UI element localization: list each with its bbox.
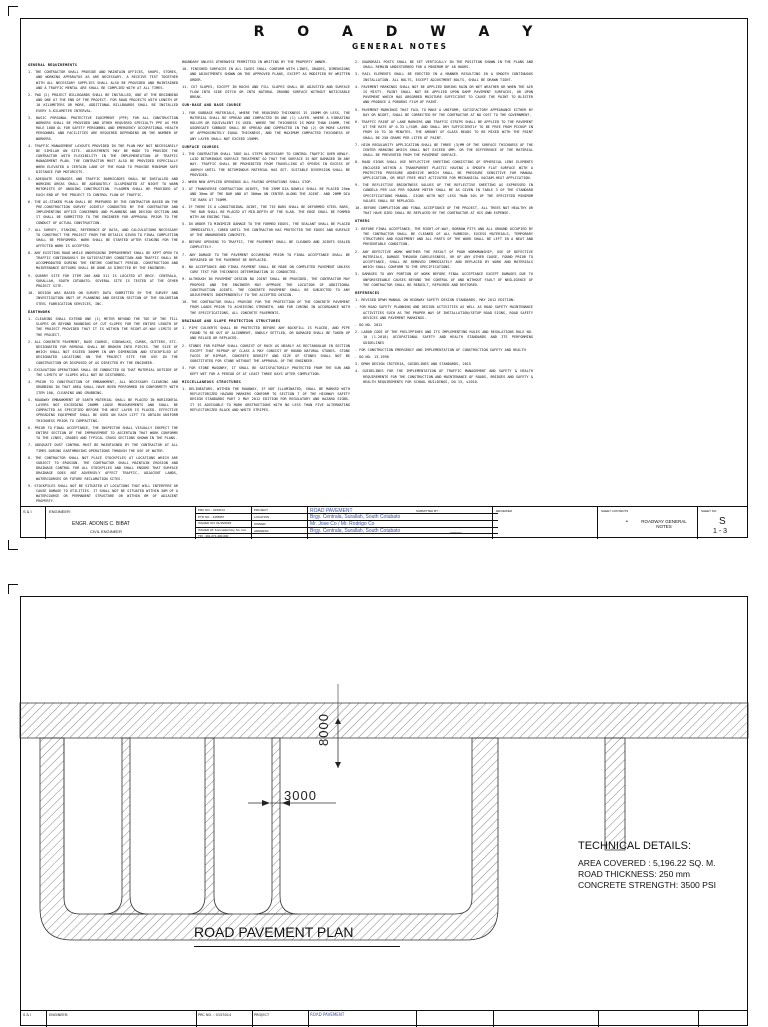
- note-item: 6. PRIOR TO FINAL ACCEPTANCE, THE INSPECTOR SHALL VISUALLY INSPECT THE ENTIRE SECTION OF THE IMPROVEMENT TO ASCERTAIN THAT WORK CONFORMS TO THE LINES, GRADES AND TYPICAL CROSS SECTIONS SHOWN IN THE PLANS.: [28, 425, 178, 441]
- note-item: 1. PIPE CULVERTS SHALL BE PROTECTED BEFORE ANY BACKFILL IS PLACED, AND PIPE FOUND TO BE OUT OF ALIGNMENT, UNDULY SETTLED, OR DAMAGED SHALL BE TAKEN UP AND RELAID OR REPLACED.: [182, 325, 350, 341]
- note-item: - FOR CONSTRUCTION EMERGENCY AND IMPLEMENTATION OF CONSTRUCTION SAFETY AND HEALTH: [355, 347, 526, 352]
- tb-project-label: PROJECT: [254, 508, 269, 512]
- tech-strength: CONCRETE STRENGTH: 3500 PSI: [578, 880, 717, 890]
- tb-sheetno-range: 1 - 3: [713, 528, 728, 535]
- notes-section-heading: EARTHWORK: [28, 309, 51, 314]
- tb-address-value: Brgy. Centrala, Surallah, South Cotabato: [310, 528, 401, 534]
- tb2-project-label: PROJECT: [254, 1013, 270, 1017]
- notes-column-2: [182, 60, 350, 500]
- note-item: 3. RAIL ELEMENTS SHALL BE ERECTED IN A MANNER RESULTING IN A SMOOTH CONTINUOUS INSTALLATION. ALL BOLTS, EXCEPT ADJUSTMENT BOLTS, SHALL BE DRAWN TIGHT.: [355, 72, 533, 82]
- notes-column-1: [28, 60, 178, 504]
- note-item: 2. ALL CONCRETE PAVEMENT, BASE COURSE, SIDEWALKS, CURBS, GUTTERS, ETC. DESIGNATED FOR REMOVAL SHALL BE BROKEN INTO PIECES. THE SIZE OF WHICH SHALL NOT EXCEED 300MM IN ANY DIMENSION AND STOCKPILED AT DESIGNATED LOCATIONS ON THE PROJECT SITE FOR USE IN THE CONSTRUCTION OR DISPOSED OF AS DIRECTED BY THE ENGINEER.: [28, 339, 178, 365]
- tb-contents-value: ROADWAY GENERAL NOTES: [641, 519, 687, 529]
- note-item: 3. AT TRANSVERSE CONTRACTION JOINTS, THE 25MM DIA DOWELS SHALL BE PLACED 25mm AND 30mm OF THE BAR AND AT 300mm ON CENTER ALONG THE JOINT. AND 28MM DIA TIE BARS AT 750MM.: [182, 187, 350, 202]
- note-item: 1. THE CONTRACTOR SHALL PROVIDE AND MAINTAIN OFFICES, SHOPS, STORES, AND WORKING APPARATUS AS ARE NECESSARY. A RECEIVE TEST TOGETHER WITH ALL NECESSARY SUPPLIES SHALL ALSO BE PROVIDED AND MAINTAINED AND A TRAFFIC MENTAL ARE SHALL BE COMPLIED WITH AT ALL TIMES.: [28, 70, 178, 90]
- notes-section-heading: SUB-BASE AND BASE COURSE: [182, 103, 242, 108]
- sheet-title: R O A D W A Y: [253, 24, 547, 40]
- tb-project-value: ROAD PAVEMENT: [310, 508, 353, 514]
- note-item: 5. PAVEMENT MARKINGS THAT FAIL TO MAKE A UNIFORM, SATISFACTORY APPEARANCE EITHER BY DAY OR NIGHT, SHALL BE CORRECTED BY THE CONTRACTOR AT NO COST TO THE GOVERNMENT.: [355, 107, 533, 117]
- plan-title-underline: [194, 946, 400, 947]
- note-item: 10. FINISHED SURFACES IN ALL CASES SHALL CONFORM WITH LINES, GRADES, DIMENSIONS AND ADJUSTMENTS SHOWN ON THE APPROVED PLANS, EXCEPT AS MODIFIED BY WRITTEN ORDER.: [182, 67, 350, 82]
- note-item: 4. GUIDELINES FOR THE IMPLEMENTATION OF TRAFFIC MANAGEMENT AND SAFETY & HEALTH REQUIREMENTS FOR THE CONSTRUCTION AND MAINTENANCE OF ROADS, BRIDGES AND SAFETY & HEALTH REQUIREMENTS FOR SCHOOL BUILDINGS, DO 13, s2010.: [355, 369, 533, 384]
- note-item: 2. TWO (2) PROJECT BILLBOARDS SHALL BE INSTALLED, ONE AT THE BEGINNING AND ONE AT THE END OF THE PROJECT. FOR ROAD PROJECTS WITH LENGTH OF 10 KILOMETERS OR MORE, ADDITIONAL BILLBOARDS SHALL BE INSTALLED EVERY 5-KILOMETER INTERVAL.: [28, 93, 178, 113]
- tb2-engineer-label: ENGINEER:: [49, 1013, 69, 1017]
- title-block: [20, 506, 748, 538]
- road-pavement-plan-sheet: [0, 578, 768, 1024]
- dim-vertical-label: 8000: [316, 713, 331, 746]
- note-item: BOUNDARY UNLESS OTHERWISE PERMITTED IN WRITING BY THE PROPERTY OWNER.: [182, 60, 328, 64]
- note-item: 1. BEFORE FINAL ACCEPTANCE, THE RIGHT-OF-WAY, BORROW PITS AND ALL GROUND OCCUPIED BY THE CONTRACTOR SHALL BE CLEANED OF ALL RUBBISH, EXCESS MATERIALS, TEMPORARY STRUCTURES AND EQUIPMENT AND ALL PARTS OF THE WORK SHALL BE LEFT IN A NEAT AND PRESENTABLE CONDITION.: [355, 226, 533, 247]
- notes-section-heading: SURFACE COURSES: [182, 144, 219, 149]
- note-item: 10. BEFORE COMPLETION AND FINAL ACCEPTANCE OF THE PROJECT, ALL TREES NOT HEALTHY OR THAT HAVE DIED SHALL BE REPLACED BY THE CONTRACTOR AT HIS OWN EXPENSE.: [355, 206, 533, 216]
- note-item: 6. THE AS-STAKED PLAN SHALL BE PREPARED BY THE CONTRACTOR BASED ON THE PRE-CONSTRUCTION SURVEY JOINTLY CONDUCTED BY THE CONTRACTOR AND IMPLEMENTING OFFICE CONCERNED AND PLANNING AND DESIGN SECTION AND IT SHALL BE SUBMITTED TO THE ENGINEER FOR APPROVAL PRIOR TO THE CONDUCT OF ACTUAL CONSTRUCTION.: [28, 199, 178, 225]
- title-block-partial: [20, 1010, 748, 1026]
- tb-issued-at: ISSUED AT: Koronadal City, So. Cot.: [198, 528, 247, 532]
- note-item: 5. ROADWAY EMBANKMENT OF EARTH MATERIAL SHALL BE PLACED IN HORIZONTAL LAYERS NOT EXCEEDING 200MM LOOSE MEASUREMENTS AND SHALL BE COMPACTED AS SPECIFIED BEFORE THE NEXT LAYER IS PLACED. EFFECTIVE SPREADING EQUIPMENT SHALL BE USED ON EACH LIFT TO OBTAIN UNIFORM THICKNESS PRIOR TO COMPACTING.: [28, 397, 178, 423]
- note-item: 5. ADEQUATE SIGNAGES AND TRAFFIC BARRICADES SHALL BE INSTALLED AND WORKING AREAS SHALL BE ADEQUATELY ILLUMINATED AT NIGHT TO WARN MOTORISTS OF ONGOING CONSTRUCTION. FLAGMEN SHALL BE PROVIDED AT EACH END OF THE PROJECT TO CONTROL FLOW OF TRAFFIC.: [28, 177, 178, 197]
- note-item: 3. FOR STONE MASONRY, IT SHALL BE SATISFACTORILY PROTECTED FROM THE SUN AND KEPT WET FOR A PERIOD OF AT LEAST THREE DAYS AFTER COMPLETION.: [182, 366, 350, 376]
- tb-engineer-label: ENGINEER:: [49, 509, 72, 514]
- sheet-subtitle: GENERAL NOTES: [352, 42, 448, 51]
- note-item: 7. HIGH REGULARITY APPLICATION SHALL BE THREE (3)MM OF THE SURFACE THICKNESS OF THE CENTER MARKING WHICH SHALL NOT EXCEED 4MM. OR THE DIFFERENCE OF THE MATERIAL SHALL BE PREVENTED FROM THE PAVEMENT SURFACE.: [355, 142, 533, 158]
- plan-title: ROAD PAVEMENT PLAN: [194, 924, 354, 940]
- tb-contents-label: SHEET CONTENTS: [601, 509, 629, 513]
- tb-issued-on: ISSUED ON: 01/15/2023: [198, 521, 232, 525]
- notes-section-heading: OTHERS: [355, 219, 370, 224]
- note-item: 8. NO ACCEPTANCE AND FINAL PAYMENT SHALL BE MADE ON COMPLETED PAVEMENT UNLESS CORE TEST FOR THICKNESS DETERMINATION IS CONDUCTED.: [182, 264, 350, 275]
- note-item: 10. DESIGN WAS BASED ON SURVEY DATA SUBMITTED BY THE SURVEY AND INVESTIGATION UNIT OF PLANNING AND DESIGN SECTION OF THE SOLUNTIAN STEEL FABRICATION SERVICES, INC.: [28, 291, 178, 306]
- tb-submitted-label: SUBMITTED BY :: [416, 509, 440, 513]
- tb-ptr: PTR NO. : 4455867: [198, 515, 225, 519]
- note-item: - DO NO. 13-1998: [355, 354, 389, 359]
- note-item: 1. THE CONTRACTOR SHALL TAKE ALL STEPS NECESSARY TO CONTROL TRAFFIC OVER NEWLY-LAID BITUMINOUS SURFACE TREATMENT SO THAT THE SURFACE IS NOT DAMAGED IN ANY WAY. TRAFFIC SHALL BE PROHIBITED FROM TRAVELLING AT SPEEDS IN EXCESS OF 40KM/H UNTIL THE BITUMINOUS MATERIAL HAS SET. SUITABLE DIVERSION SHALL BE PROVIDED.: [182, 152, 350, 177]
- note-item: 1. FOR SUBBASE MATERIALS, WHERE THE REQUIRED THICKNESS IS 150MM OR LESS, THE MATERIAL SHALL BE SPREAD AND COMPACTED IN ONE (1) LAYER. WHERE A VIBRATING ROLLER OR EQUIVALENT IS USED. WHERE THE THICKNESS IS MORE THAN 150MM, THE AGGREGATE SUBBASE SHALL BE SPREAD AND COMPACTED IN TWO (2) OR MORE LAYERS OF APPROXIMATELY EQUAL THICKNESS, AND THE MAXIMUM COMPACTED THICKNESS OF ANY LAYER SHALL NOT EXCEED 150MM.: [182, 110, 350, 141]
- note-item: 9. QUARRY SITE FOR ITEM 200 AND 311 IS LOCATED AT BRGY. CENTRALA, SURALLAH, SOUTH COTABATO. SEVERAL SITE IS TESTED AT THE OTHER PROJECT SITE.: [28, 273, 178, 288]
- note-item: 2. LABOR CODE OF THE PHILIPPINES AND ITS IMPLEMENTING RULES AND REGULATIONS RULE NO. 10 (1-2018) OCCUPATIONAL SAFETY AND HEALTH STANDARDS AND ITS PERFORMING GUIDELINES: [355, 330, 533, 345]
- note-item: 2. GUARDRAIL POSTS SHALL BE SET VERTICALLY IN THE POSITION SHOWN IN THE PLANS AND SHALL REMAIN UNDISTURBED FOR A MINIMUM OF 48 HOURS.: [355, 60, 533, 70]
- tb-owner-label: OWNER: [254, 522, 266, 526]
- crop-mark: [8, 540, 18, 550]
- note-item: 3. DAMAGES TO ANY PORTION OF WORK BEFORE FINAL ACCEPTANCE EXCEPT DAMAGES DUE TO UNFORESEEABLE CAUSES BEYOND THE CONTROL OF AND WITHOUT FAULT OF NEGLIGENCE OF THE CONTRACTOR SHALL BE REBUILT, REPAIRED AND RESTORED.: [355, 272, 533, 287]
- note-item: 7. ALL SURVEY, STAKING, REFERENCE OF DATA, AND CALCULATIONS NECESSARY TO CONSTRUCT THE PROJECT FROM THE DETAILS GIVEN TO FINAL COMPLETION SHALL BE PERFORMED. WORK SHALL BE STARTED AFTER STAKING FOR THE AFFECTED WORK IS ACCEPTED.: [28, 227, 178, 248]
- tb-engineer-role: CIVIL ENGINEER: [90, 529, 122, 534]
- tb-location-label: LOCATION: [254, 515, 270, 519]
- tb2-sheet-label: S & I: [23, 1013, 32, 1017]
- dim-horizontal-label: 3000: [284, 788, 317, 803]
- tb2-prc: PRC NO. : 0153014: [198, 1013, 232, 1017]
- tb-signature-label: OWNER: [450, 531, 462, 535]
- tb-contents-bullet: •: [626, 519, 628, 525]
- notes-section-heading: GENERAL REQUIREMENTS: [28, 63, 78, 67]
- tech-thickness: ROAD THICKNESS: 250 mm: [578, 869, 691, 879]
- tb-sheet-label: S & I: [23, 509, 32, 514]
- note-item: 2. WHEN NEW APPLIED OPENINGS ALL PAVING OPERATIONS SHALL STOP.: [182, 180, 313, 185]
- note-item: 11. CUT SLOPES, EXCEPT IN ROCKS AND FILL SLOPES SHALL BE ADJUSTED AND SURFACE FLOW INTO SIDE DITCH OR INTO NATURAL GROUND SURFACE WITHOUT NOTICEABLE BREAK.: [182, 84, 350, 100]
- tb-sheetno-letter: S: [719, 516, 726, 527]
- tb-engineer-name: ENGR. ADONIS C. BIBAT: [72, 521, 130, 527]
- note-item: 6. BEFORE OPENING TO TRAFFIC, THE PAVEMENT SHALL BE CLEANED AND JOINTS SEALED COMPLETELY.: [182, 240, 350, 250]
- road-plan-drawing: [0, 578, 768, 1024]
- tb2-project-value: ROAD PAVEMENT: [310, 1012, 345, 1017]
- note-item: 4. PAVEMENT MARKINGS SHALL NOT BE APPLIED DURING RAIN OR WET WEATHER OR WHEN THE AIR IS MISTY. PAINT SHALL NOT BE APPLIED UPON DAMP PAVEMENT SURFACES, OR UPON PAVEMENT WHICH HAS ABSORBED MOISTURE SUFFICIENT TO CAUSE THE PAINT TO BLISTER AND PRODUCE A PORORUS FILM OF PAINT.: [355, 84, 533, 105]
- road-branch-1: [104, 738, 148, 914]
- note-item: 7. ANY DAMAGE TO THE PAVEMENT OCCURRING PRIOR TO FINAL ACCEPTANCE SHALL BE REPAIRED OR THE PAVEMENT BE REPLACED.: [182, 252, 350, 262]
- note-item: 7. ADEQUATE DUST CONTROL MUST BE MAINTAINED BY THE CONTRACTOR AT ALL TIMES DURING EARTHMOVING OPERATIONS THROUGH THE USE OF WATER.: [28, 443, 178, 453]
- crop-mark: [8, 6, 18, 16]
- road-branch-2: [188, 738, 232, 914]
- note-item: 4. IF THERE IS A LONGITUDINAL JOINT, THE TIE BARS SHALL BE DEFORMED STEEL BARS, THE BAR SHALL BE PLACED AT MID-DEPTH OF THE SLAB. THE EDGE SHALL BE FORMED WITH AN EDGING TOOL.: [182, 204, 350, 220]
- note-item: 6. TRAFFIC PAINT OF LANE MARKERS AND TRAFFIC STRIPS SHALL BE APPLIED TO THE PAVEMENT AT THE RATE OF 0.33 L/SQM. AND SHALL DRY SUFFICIENTLY TO BE FREE FROM PICKUP IN FROM 10 TO 30 MINUTES. THE AMOUNT OF GLASS BEADS TO BE MIXED WITH THE PAINT SHALL BE 250 GRAMS PER LITER OF PAINT.: [355, 120, 533, 140]
- note-item: 9. STOCKPILES SHALL NOT BE SITUATED AT LOCATIONS THAT WILL INTERFERE OR CAUSE DAMAGE TO UTILITIES. IT SHALL NOT BE SITUATED WITHIN 30M OF A WATERCOURSE OR PERMANENT STRUCTURE OR WITHIN 6M OF ADJACENT PROPERTY.: [28, 483, 178, 504]
- notes-section-heading: REFERENCES: [355, 290, 380, 295]
- tb-tin: TIN : 491-271-400-000: [198, 534, 229, 538]
- note-item: 10. THE CONTRACTOR SHALL PROVIDE FOR THE PROTECTION OF THE CONCRETE PAVEMENT FROM LOADS PRIOR TO ACHIEVING STRENGTH, AND FOR CURING IN ACCORDANCE WITH THE SPECIFICATIONS, ALL CONCRETE PAVEMENTS.: [182, 300, 350, 315]
- notes-column-3: [355, 60, 533, 500]
- note-item: 9. ALTHOUGH IN PAVEMENT DESIGN NO JOINT SHALL BE PROVIDED, THE CONTRACTOR MAY PROPOSE AND THE ENGINEER MAY APPROVE THE LOCATION OF ADDITIONAL CONSTRUCTION JOINTS. THE CONCRETE PAVEMENT SHALL BE SUBJECTED TO ANY ADJUSTMENTS INDEPENDENTLY TO THE ACCEPTED DESIGN.: [182, 277, 350, 297]
- note-item: 9. THE REFLECTIVE BRIGHTNESS VALUES OF THE REFLECTIVE SHEETING AS EXPRESSED IN CANDELA PER LUX PER SQUARE METER SHALL BE AS GIVEN IN TABLE 3 OF THE STANDARD SPECIFICATIONS MANUAL. SIGNS WITH NOT LESS THAN 50% OF THE SPECIFIED MINIMUM VALUES SHALL BE REPLACED.: [355, 183, 533, 203]
- note-item: 1. CLEARING SHALL EXTEND ONE (1) METER BEYOND THE TOE OF THE FILL SLOPES OR BEYOND ROUNDING OF CUT SLOPES FOR THE ENTIRE LENGTH OF THE PROJECT PROVIDED THAT IT IS WITHIN THE RIGHT-OF-WAY LIMITS OF THE PROJECT.: [28, 316, 178, 337]
- road-stub: [605, 738, 625, 850]
- note-item: 3. BASIC PERSONAL PROTECTIVE EQUIPMENT (PPE) FOR ALL CONSTRUCTION WORKERS SHALL BE PROVIDED AND OTHER REQUIRED SPECIALTY PPE AS PER RULE 1080 OL FOR SAFETY PERSONNEL AND EMERGENCY OCCUPATIONAL HEALTH PERSONNEL AND FACILITIES ARE REQUIRED DEPENDING ON THE NUMBER OF WORKERS.: [28, 115, 178, 141]
- note-item: 2. STONES FOR RIPRAP SHALL CONSIST OF ROCK AS NEARLY AS RECTANGULAR IN SECTION EXCEPT THAT RIPRAP OF CLASS A MAY CONSIST OF ROUND NATURAL STONES. STONE FACES OF RIPRAP, CONCRETE DENSITY AND SIZE OF STONES SHALL NOT BE SUBSTITUTED FOR STONE WITHOUT THE APPROVAL OF THE ENGINEER.: [182, 343, 350, 364]
- note-item: 8. ROAD SIGNS SHALL USE REFLECTIVE SHEETING CONSISTING OF SPHERICAL LENS ELEMENTS ENCLOSED WITHIN A TRANSPARENT PLASTIC HAVING A SMOOTH FLAT SURFACE WITH A PROTECTED PRESSURE ADHESIVE WHICH SHALL BE PRESSURE SENSITIVE FOR MANUAL APPLICATION, OR HEAT FREE HEAT ACTIVATED FOR MECHANICAL VACUUM-HEAT APPLICATION.: [355, 160, 533, 181]
- tech-details-heading: TECHNICAL DETAILS:: [578, 840, 692, 852]
- tb-location-value: Brgy. Centrala, Surallah, South Cotabato: [310, 514, 401, 520]
- tb-owner-value: Mr. Jose Co / Mr. Rodrigo Co: [310, 521, 375, 527]
- note-item: 8. ANY EXISTING ROAD WHILE UNDERGOING IMPROVEMENT SHALL BE KEPT OPEN TO TRAFFIC CONTINUOUSLY IN SATISFACTORY CONDITION AND TRAFFIC SHALL BE ACCOMMODATED DURING THE ENTIRE CONTRACT PERIOD. CONSTRUCTION AND MAINTENANCE DETOURS SHALL BE DONE AS DIRECTED BY THE ENGINEER.: [28, 250, 178, 271]
- note-item: 2. ANY DEFECTIVE WORK WHETHER THE RESULT OF POOR WORKMANSHIP, USE OF DEFECTIVE MATERIALS, DAMAGE THROUGH CARELESSNESS, OR OF ANY OTHER CAUSE, FOUND PRIOR TO ACCEPTANCE, SHALL BE REMOVED IMMEDIATELY AND REPLACED BY WORK AND MATERIALS WHICH SHALL CONFORM TO THE SPECIFICATIONS.: [355, 249, 533, 270]
- note-item: 5. IN ORDER TO MINIMIZE DAMAGE TO THE FORMED EDGES, THE SEALANT SHALL BE PLACED IMMEDIATELY, CURED UNTIL THE CONTRACTOR HAS PROTECTED THE EDGES AND SURFACE OF THE UNHARDENED CONCRETE.: [182, 222, 350, 237]
- road-top-strip: [20, 703, 748, 738]
- tb-address-label: ADDRESS: [254, 529, 269, 533]
- notes-section-heading: MISCELLANEOUS STRUCTURES: [182, 379, 242, 384]
- note-item: 3. DPWH DESIGN CRITERIA, GUIDELINES AND STANDARDS, 2015: [355, 362, 471, 367]
- tech-area: AREA COVERED : 5,196.22 SQ. M.: [578, 858, 716, 868]
- note-item: - DO NO. 2012: [355, 322, 383, 327]
- note-item: 1. REVISED DPWH MANUAL ON HIGHWAY SAFETY DESIGN STANDARDS, MAY 2012 EDITION:: [355, 298, 516, 303]
- tb-sheetno-label: SHEET NO.: [701, 509, 718, 513]
- tb-prc: PRC NO. : 0153014: [198, 508, 225, 512]
- note-item: 8. THE CONTRACTOR SHALL NOT PLACE STOCKPILES AT LOCATIONS WHICH ARE SUBJECT TO EROSION. THE CONTRACTOR SHALL MAINTAIN EROSION AND DRAINAGE CONTROL FOR ALL STOCKPILES AND SHALL ENSURE THAT SURFACE DRAINAGE DOES NOT ADVERSELY AFFECT TRAFFIC, ADJACENT LANDS, WATERCOURSES OR FUTURE RECLAMATION SITES.: [28, 455, 178, 481]
- note-item: 4. PRIOR TO CONSTRUCTION OF EMBANKMENT, ALL NECESSARY CLEARING AND GRUBBING IN THAT AREA SHALL HAVE BEEN PERFORMED IN CONFORMITY WITH ITEM 100, CLEARING AND GRUBBING.: [28, 380, 178, 395]
- note-item: 1. DELINEATORS, WITHIN THE ROADWAY, IF NOT ILLUMINATED, SHALL BE MARKED WITH REFLECTORIZED HAZARD MARKERS CONFORM TO SECTION 7 OF THE HIGHWAY SAFETY DESIGN STANDARDS PART 2 MAY 2012 EDITION FOR REGULATORY AND HAZARD SIGNS. IT IS ADVISABLE TO MARK OBSTRUCTIONS WITH NO LESS THAN FIVE ALTERNATING REFLECTORIZED BLACK AND WHITE STRIPES.: [182, 386, 350, 412]
- notes-section-heading: DRAINAGE AND SLOPE PROTECTION STRUCTURES: [182, 318, 281, 323]
- note-item: 3. EXCAVATION OPERATIONS SHALL BE CONDUCTED SO THAT MATERIAL OUTSIDE OF THE LIMITS OF SLOPES WILL NOT BE DISTURBED.: [28, 367, 178, 377]
- road-branch-3: [254, 738, 298, 914]
- note-item: - FOR ROAD SAFETY PLANNING AND DESIGN ACTIVITIES AS WELL AS ROAD SAFETY MAINTENANCE ACTIVITIES SUCH AS THE PROPER WAY OF INSTALLATION/SETUP ROAD SIGNS, ROAD SAFETY DEVICES AND PAVEMENT MARKINGS.: [355, 305, 533, 320]
- tb-reviewed-label: REVIEWED: [496, 509, 513, 513]
- note-item: 4. TRAFFIC MANAGEMENT LAYOUTS PROVIDED IN THE PLAN MAY NOT NECESSARILY BE SIMILAR ON SITE. ADJUSTMENTS MAY BE MADE TO PROVIDE THE CONTRACTOR WITH FLEXIBILITY IN THE IMPLEMENTATION OF TRAFFIC MANAGEMENT PLAN. THE CONTRACTOR MUST ALSO BE PROVIDED ESPECIALLY WHEN ELEVATED A CERTAIN LANE OF THE ROAD TO PROVIDE MINIMUM SAFE DISTANCE FOR MOTORISTS.: [28, 143, 178, 174]
